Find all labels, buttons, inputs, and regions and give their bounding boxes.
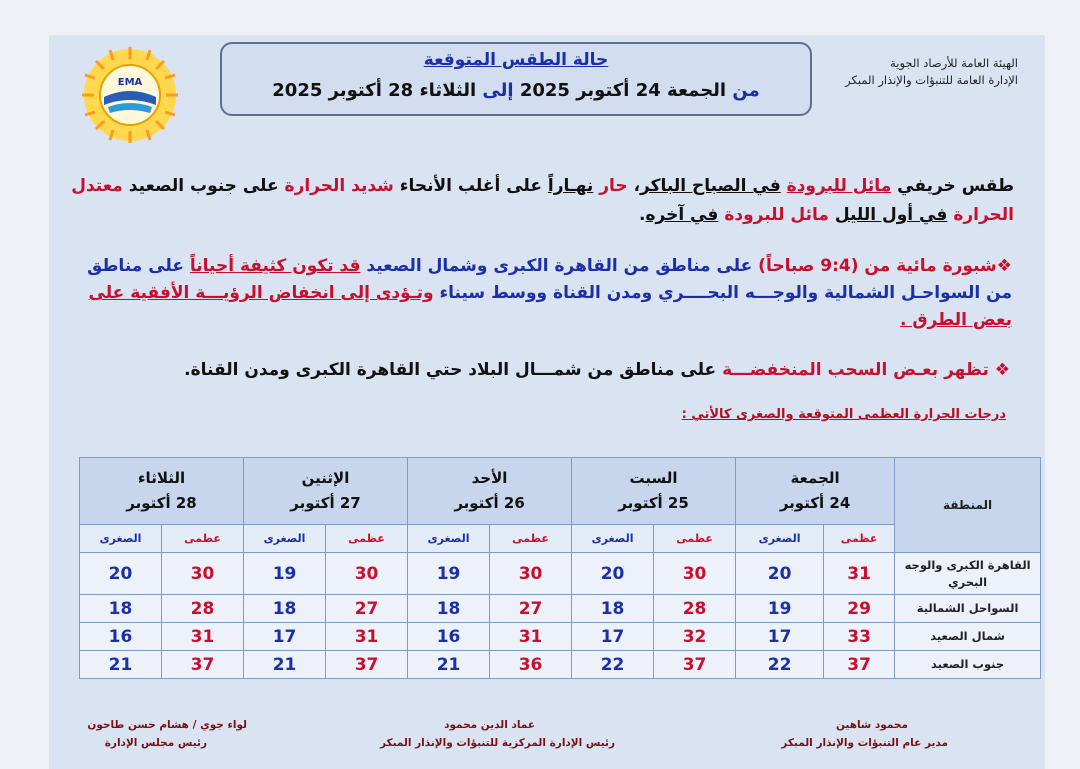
temperatures-heading: درجات الحرارة العظمى المتوقعة والصغرى كالأتي :: [681, 407, 1006, 422]
table-row: شمال الصعيد 33 17 32 17 31 16 31 17 31 16: [80, 623, 1041, 651]
day-header: الأحد 26 أكتوبر: [408, 458, 572, 525]
ema-logo: [80, 45, 180, 145]
svg-text:EMA: EMA: [117, 77, 143, 88]
forecast-date-range: من الجمعة 24 أكتوبر 2025 إلى الثلاثاء 28 أكتوبر 2025: [272, 80, 760, 101]
bullet-icon: ❖: [994, 360, 1010, 380]
day-header: الجمعة 24 أكتوبر: [736, 458, 895, 525]
table-row: جنوب الصعيد 37 22 37 22 36 21 37 21 37 21: [80, 651, 1041, 679]
signature-central-head: عماد الدين محمود رئيس الإدارة المركزية للتنبؤات والإنذار المبكر: [379, 719, 615, 749]
table-row: القاهرة الكبرى والوجه البحري 31 20 30 20 30 19 30 19 30 20: [80, 553, 1041, 595]
organization-name: الهيئة العامة للأرصاد الجوية الإدارة العامة للتنبؤات والإنذار المبكر: [845, 56, 1018, 87]
signature-chairman: لواء جوي / هشام حسن طاحون رئيس مجلس الإدارة: [87, 719, 247, 749]
day-header: الثلاثاء 28 أكتوبر: [80, 458, 244, 525]
forecast-title: حالة الطقس المتوقعة: [423, 50, 609, 70]
fog-warning-bullet: ❖شبورة مائية من (9:4 صباحاً) على مناطق من القاهرة الكبرى وشمال الصعيد قد تكون كثيفة أحياناً على مناطق من السواحـل الشمالية والوجـــه البحــــري ومدن القناة ووسط سيناء وتـؤدى إلى انخفاض الرؤيـــة الأفقية على بعض الطرق .: [87, 256, 1012, 330]
forecast-header-box: [220, 42, 812, 116]
temperature-table: [79, 457, 1041, 679]
general-forecast-paragraph: طقس خريفي مائل للبرودة في الصباح الباكر، حار نهـاراً على أغلب الأنحاء شديد الحرارة على جنوب الصعيد معتدل الحرارة في أول الليل مائل للبرودة في آخره.: [71, 176, 1014, 225]
signature-director: محمود شاهين مدير عام التنبؤات والإنذار المبكر: [781, 719, 948, 749]
bullet-icon: ❖: [996, 256, 1012, 276]
day-header: الإثنين 27 أكتوبر: [244, 458, 408, 525]
max-min-subheader: عظمى الصغرى عظمى الصغرى عظمى الصغرى عظمى الصغرى عظمى الصغرى: [80, 525, 1041, 553]
table-row: السواحل الشمالية 29 19 28 18 27 18 27 18 28 18: [80, 595, 1041, 623]
low-clouds-bullet: ❖ تظهر بعـض السحب المنخفضـــة على مناطق من شمـــال البلاد حتي القاهرة الكبرى ومدن القناة.: [184, 360, 1010, 380]
day-header: السبت 25 أكتوبر: [572, 458, 736, 525]
region-header: المنطقة: [895, 458, 1041, 553]
